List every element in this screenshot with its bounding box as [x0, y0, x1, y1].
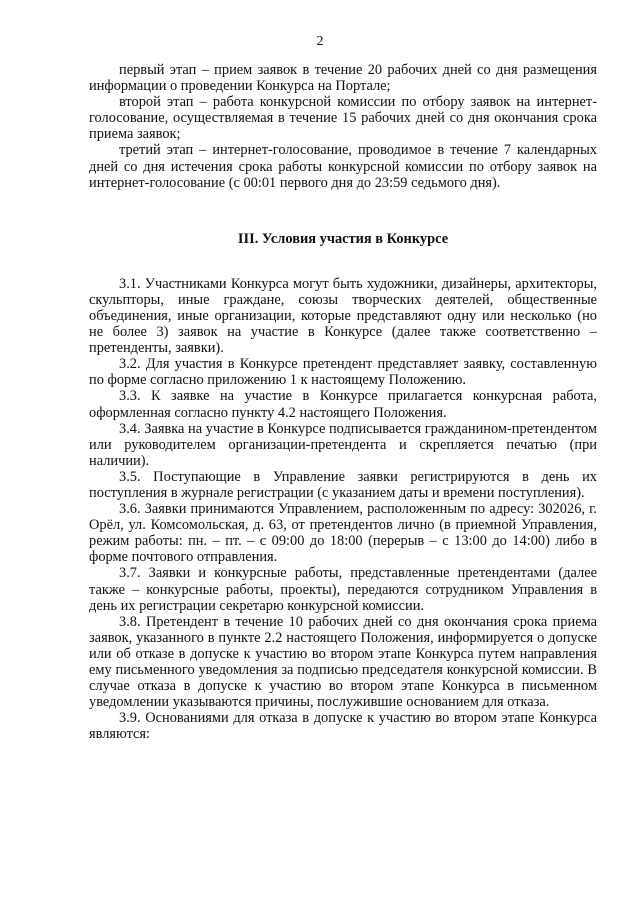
- clause-3-7: 3.7. Заявки и конкурсные работы, представленные претендентами (далее также – конкурсные работы, проекты), передаются сотрудником Управления в день их регистрации секретарю конкурсной комиссии.: [89, 565, 597, 614]
- clause-3-8: 3.8. Претендент в течение 10 рабочих дней со дня окончания срока приема заявок, указанного в пункте 2.2 настоящего Положения, информируется о допуске или об отказе в допуске к участию во втором этапе Конкурса путем направления ему письменного уведомления за подписью председателя конкурсной комиссии. В случае отказа в допуске к участию во втором этапе Конкурса в письменном уведомлении указываются причины, послужившие основанием для отказа.: [89, 613, 597, 711]
- page-number: 2: [316, 34, 324, 49]
- clause-3-5: 3.5. Поступающие в Управление заявки регистрируются в день их поступления в журнале регистрации (с указанием даты и времени поступления).: [89, 468, 597, 501]
- clause-3-4: 3.4. Заявка на участие в Конкурсе подписывается гражданином-претендентом или руководителем организации-претендента и скрепляется печатью (при наличии).: [89, 420, 597, 469]
- stage-paragraph-3: третий этап – интернет-голосование, проводимое в течение 7 календарных дней со дня истечения срока работы конкурсной комиссии по отбору заявок на интернет-голосование (с 00:01 первого дня до 23:59 седьмого дня).: [89, 142, 597, 191]
- clause-3-6: 3.6. Заявки принимаются Управлением, расположенным по адресу: 302026, г. Орёл, ул. Комсомольская, д. 63, от претендентов лично (в приемной Управления, режим работы: пн. – пт. – с 09:00 до 18:00 (перерыв – с 13:00 до 14:00) либо в форме почтового отправления.: [89, 501, 597, 566]
- clause-3-2: 3.2. Для участия в Конкурсе претендент представляет заявку, составленную по форме согласно приложению 1 к настоящему Положению.: [89, 356, 597, 389]
- stage-paragraph-2: второй этап – работа конкурсной комиссии по отбору заявок на интернет-голосование, осуществляемая в течение 15 рабочих дней со дня окончания срока приема заявок;: [89, 94, 597, 143]
- section-heading: III. Условия участия в Конкурсе: [237, 230, 449, 247]
- document-body: [89, 62, 597, 742]
- clause-3-1: 3.1. Участниками Конкурса могут быть художники, дизайнеры, архитекторы, скульпторы, иные граждане, союзы творческих деятелей, общественные объединения, иные организации, которые представляют одну или несколько (но не более 3) заявок на участие в Конкурсе (далее также соответственно – претенденты, заявки).: [89, 275, 597, 357]
- clause-3-3: 3.3. К заявке на участие в Конкурсе прилагается конкурсная работа, оформленная согласно пункту 4.2 настоящего Положения.: [89, 388, 597, 421]
- stage-paragraph-1: первый этап – прием заявок в течение 20 рабочих дней со дня размещения информации о проведении Конкурса на Портале;: [89, 62, 597, 95]
- clause-3-9: 3.9. Основаниями для отказа в допуске к участию во втором этапе Конкурса являются:: [89, 710, 597, 743]
